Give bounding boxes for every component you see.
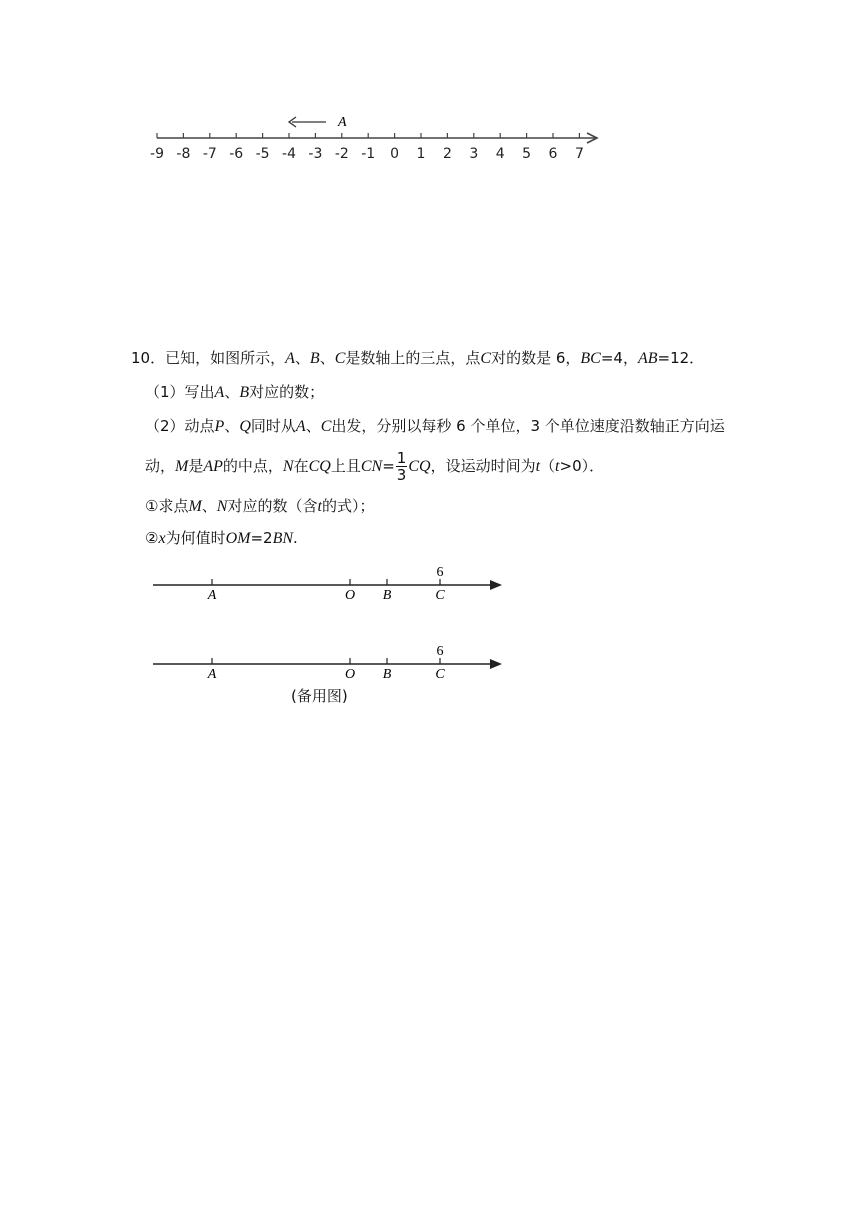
fraction-denominator: 3 — [396, 466, 407, 484]
part1-a: A — [214, 384, 225, 401]
number-line-1-label-b: B — [382, 588, 392, 603]
top-point-a-label: A — [338, 115, 347, 130]
top-tick-label: -5 — [255, 146, 270, 162]
part2-t: t — [535, 458, 541, 475]
sub1-m: M — [188, 498, 202, 515]
number-line-2 — [153, 644, 502, 682]
number-line-1-label-a: A — [207, 588, 217, 603]
sub1-a: ①求点 — [145, 497, 189, 515]
part1-end: 对应的数； — [249, 383, 325, 401]
top-tick-label: 7 — [574, 146, 584, 162]
part2-cq2: CQ — [408, 458, 431, 475]
part1-text: （1）写出 — [145, 383, 215, 401]
intro-point-c2: C — [480, 350, 492, 367]
intro-text-4: =4， — [600, 349, 638, 367]
number-line-2-label-b: B — [382, 667, 392, 682]
intro-text-3: 对的数是 6， — [491, 349, 581, 367]
intro-text-5: =12． — [657, 349, 705, 367]
part2-c: C — [320, 418, 332, 435]
top-tick-label: -3 — [308, 146, 323, 162]
part2-sep1: 、 — [224, 417, 240, 435]
part2-line2-g: （ — [540, 457, 556, 475]
part2-q: Q — [239, 418, 251, 435]
intro-bc: BC — [580, 350, 601, 367]
number-line-1-label-c: C — [435, 588, 445, 603]
top-tick-label: -6 — [229, 146, 244, 162]
intro-point-b: B — [309, 350, 320, 367]
top-tick-label: -8 — [176, 146, 191, 162]
part2-text-a: （2）动点 — [145, 417, 215, 435]
number-line-1-arrowhead — [490, 580, 502, 590]
number-line-2-value-six: 6 — [436, 644, 444, 659]
top-tick-label: 0 — [390, 146, 400, 162]
number-line-1 — [153, 565, 502, 603]
part2-line2-d: 在 — [293, 457, 309, 475]
intro-point-c: C — [334, 350, 346, 367]
intro-text-1: ．已知，如图所示， — [150, 349, 286, 367]
top-tick-label: -4 — [282, 146, 296, 162]
sub1-n: N — [216, 498, 228, 515]
part2-a: A — [295, 418, 306, 435]
top-tick-label: 3 — [469, 146, 479, 162]
sub2-c: =2 — [250, 529, 273, 547]
part2-line2-c: 的中点， — [222, 457, 283, 475]
sub1-t: t — [317, 498, 322, 515]
part2-cn: CN — [360, 458, 383, 475]
part2-line2-h: >0）． — [559, 457, 605, 475]
part2-line2-e: 上且 — [330, 457, 361, 475]
part1-b: B — [239, 384, 250, 401]
sub2-a: ② — [145, 529, 159, 547]
number-line-1-label-o: O — [344, 588, 356, 603]
sub2-bn: BN — [272, 530, 294, 547]
sub1-sep: 、 — [201, 497, 217, 515]
number-line-2-label-o: O — [344, 667, 356, 682]
part2-ap: AP — [203, 458, 223, 475]
sub1-b: 对应的数（含 — [227, 497, 318, 515]
number-line-2-label-a: A — [207, 667, 217, 682]
top-tick-label: -2 — [334, 146, 349, 162]
part2-cq: CQ — [308, 458, 331, 475]
top-tick-label: -7 — [202, 146, 217, 162]
problem-number: 10 — [131, 349, 151, 367]
top-tick-label: 4 — [495, 146, 505, 162]
part2-sep2: 、 — [305, 417, 321, 435]
intro-text-2: 是数轴上的三点，点 — [345, 349, 481, 367]
number-line-2-arrowhead — [490, 659, 502, 669]
sub2-x: x — [158, 530, 166, 547]
problem-intro-line: 10．已知，如图所示，A、B、C是数轴上的三点，点C对的数是 6，BC=4，AB=12． — [131, 349, 705, 367]
sub2-b: 为何值时 — [165, 529, 226, 547]
part2-text-c: 出发，分别以每秒 6 个单位，3 个单位速度沿数轴正方向运 — [331, 417, 725, 435]
intro-point-a: A — [285, 350, 295, 367]
part2-line2-b: 是 — [188, 457, 204, 475]
fraction-numerator: 1 — [396, 449, 407, 467]
sub2-d: . — [293, 529, 298, 547]
part2-p: P — [214, 418, 225, 435]
part2-line2-a: 动， — [145, 457, 176, 475]
part2-m: M — [175, 458, 189, 475]
part2-line2-f: ，设运动时间为 — [430, 457, 536, 475]
part2-n: N — [282, 458, 294, 475]
part1-sep: 、 — [224, 383, 240, 401]
top-tick-label: 2 — [442, 146, 452, 162]
number-line-2-label-c: C — [435, 667, 445, 682]
sub2-om: OM — [225, 530, 251, 547]
part2-t2: t — [555, 458, 560, 475]
top-tick-label: -9 — [150, 146, 164, 162]
sub1-c: 的式）； — [321, 497, 375, 515]
top-tick-label: -1 — [361, 146, 376, 162]
top-tick-label: 1 — [416, 146, 426, 162]
top-tick-label: 5 — [522, 146, 532, 162]
intro-ab: AB — [637, 350, 658, 367]
number-line-1-value-six: 6 — [436, 565, 444, 580]
part2-eq: = — [382, 457, 395, 475]
spare-figure-caption: (备用图) — [291, 687, 348, 705]
part2-text-b: 同时从 — [250, 417, 296, 435]
top-tick-label: 6 — [548, 146, 558, 162]
